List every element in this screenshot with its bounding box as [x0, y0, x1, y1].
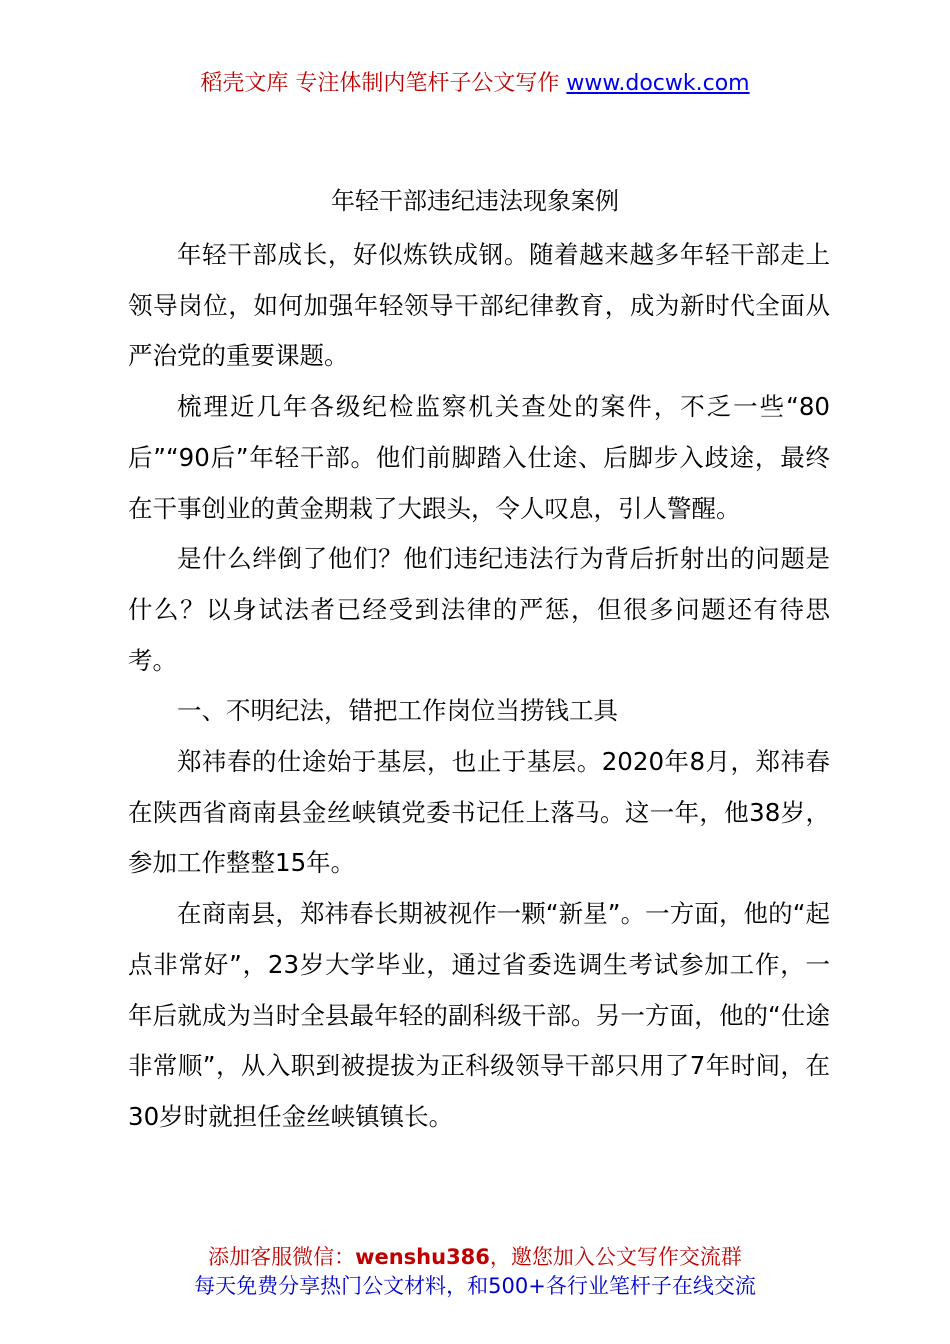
footer-contact-suffix: ，邀您加入公文写作交流群	[489, 1245, 742, 1269]
paragraph-case-zheng-2: 在商南县，郑祎春长期被视作一颗“新星”。一方面，他的“起点非常好”，23岁大学毕业，通过省委选调生考试参加工作，一年后就成为当时全县最年轻的副科级干部。另一方面，他的“仕途非常顺”，从入职到被提拔为正科级领导干部只用了7年时间，在30岁时就担任金丝峡镇镇长。	[128, 899, 830, 1131]
section-heading-1: 一、不明纪法，错把工作岗位当捞钱工具	[177, 696, 618, 726]
header-site-link[interactable]: www.docwk.com	[566, 71, 750, 96]
page-header	[0, 68, 950, 100]
paragraph-questions: 是什么绊倒了他们？他们违纪违法行为背后折射出的问题是什么？以身试法者已经受到法律的严惩，但很多问题还有待思考。	[128, 544, 830, 675]
footer-contact-prefix: 添加客服微信：	[208, 1245, 356, 1269]
document-title: 年轻干部违纪违法现象案例	[331, 187, 619, 215]
footer-contact-line	[0, 1242, 950, 1272]
paragraph-intro: 年轻干部成长，好似炼铁成钢。随着越来越多年轻干部走上领导岗位，如何加强年轻领导干部纪律教育，成为新时代全面从严治党的重要课题。	[128, 240, 830, 371]
document-body	[128, 230, 830, 1143]
footer-wechat-id: wenshu386	[355, 1245, 490, 1269]
paragraph-case-zheng-1: 郑祎春的仕途始于基层，也止于基层。2020年8月，郑祎春在陕西省商南县金丝峡镇党委书记任上落马。这一年，他38岁，参加工作整整15年。	[128, 747, 830, 878]
header-brand-text: 稻壳文库 专注体制内笔杆子公文写作	[200, 71, 560, 96]
paragraph-cases-overview: 梳理近几年各级纪检监察机关查处的案件，不乏一些“80后”“90后”年轻干部。他们前脚踏入仕途、后脚步入歧途，最终在干事创业的黄金期栽了大跟头，令人叹息，引人警醒。	[128, 392, 830, 523]
footer-promo-line: 每天免费分享热门公文材料，和500+各行业笔杆子在线交流	[194, 1274, 756, 1298]
